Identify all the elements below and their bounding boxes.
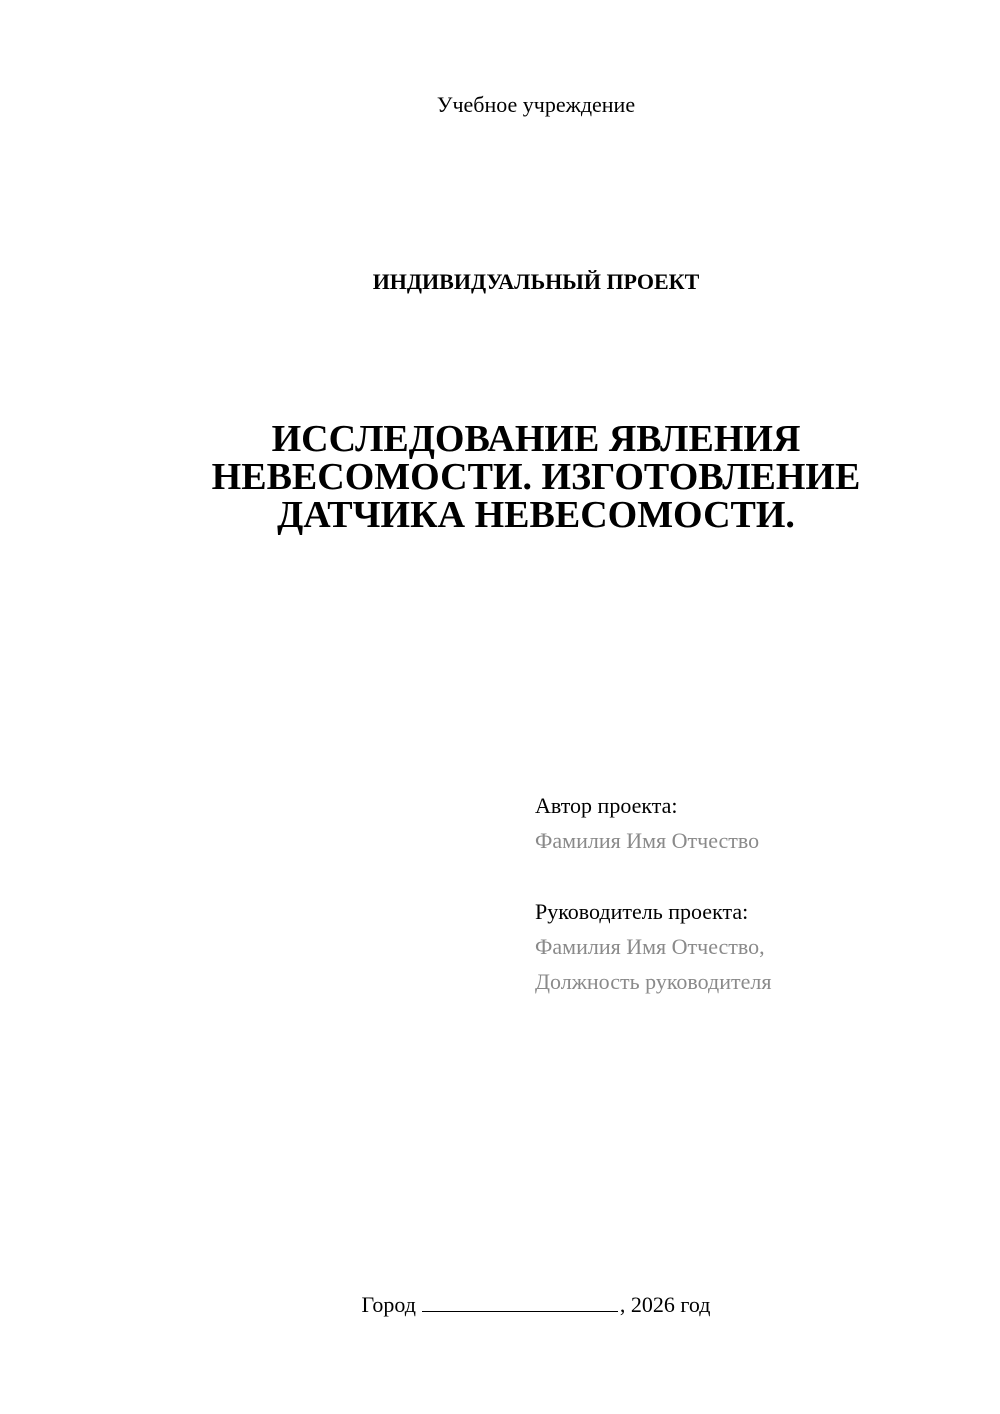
city-label: Город: [361, 1292, 416, 1317]
author-name: Фамилия Имя Отчество: [535, 828, 760, 853]
project-type-heading: ИНДИВИДУАЛЬНЫЙ ПРОЕКТ: [372, 269, 700, 294]
supervisor-name: Фамилия Имя Отчество,: [535, 934, 765, 959]
project-title-line-3: ДАТЧИКА НЕВЕСОМОСТИ.: [277, 494, 795, 536]
project-title-line-1: ИССЛЕДОВАНИЕ ЯВЛЕНИЯ: [271, 418, 801, 460]
project-credits: [535, 788, 975, 999]
author-label: Автор проекта:: [535, 793, 678, 818]
supervisor-label: Руководитель проекта:: [535, 899, 749, 924]
credits-spacer: [535, 858, 975, 894]
city-year-line: [0, 1290, 1000, 1320]
project-title: [180, 420, 892, 534]
project-title-line-2: НЕВЕСОМОСТИ. ИЗГОТОВЛЕНИЕ: [211, 456, 861, 498]
year-text: , 2026 год: [619, 1292, 711, 1317]
city-blank-line: [422, 1291, 618, 1312]
supervisor-position: Должность руководителя: [535, 969, 772, 994]
institution-name: Учебное учреждение: [436, 92, 636, 117]
